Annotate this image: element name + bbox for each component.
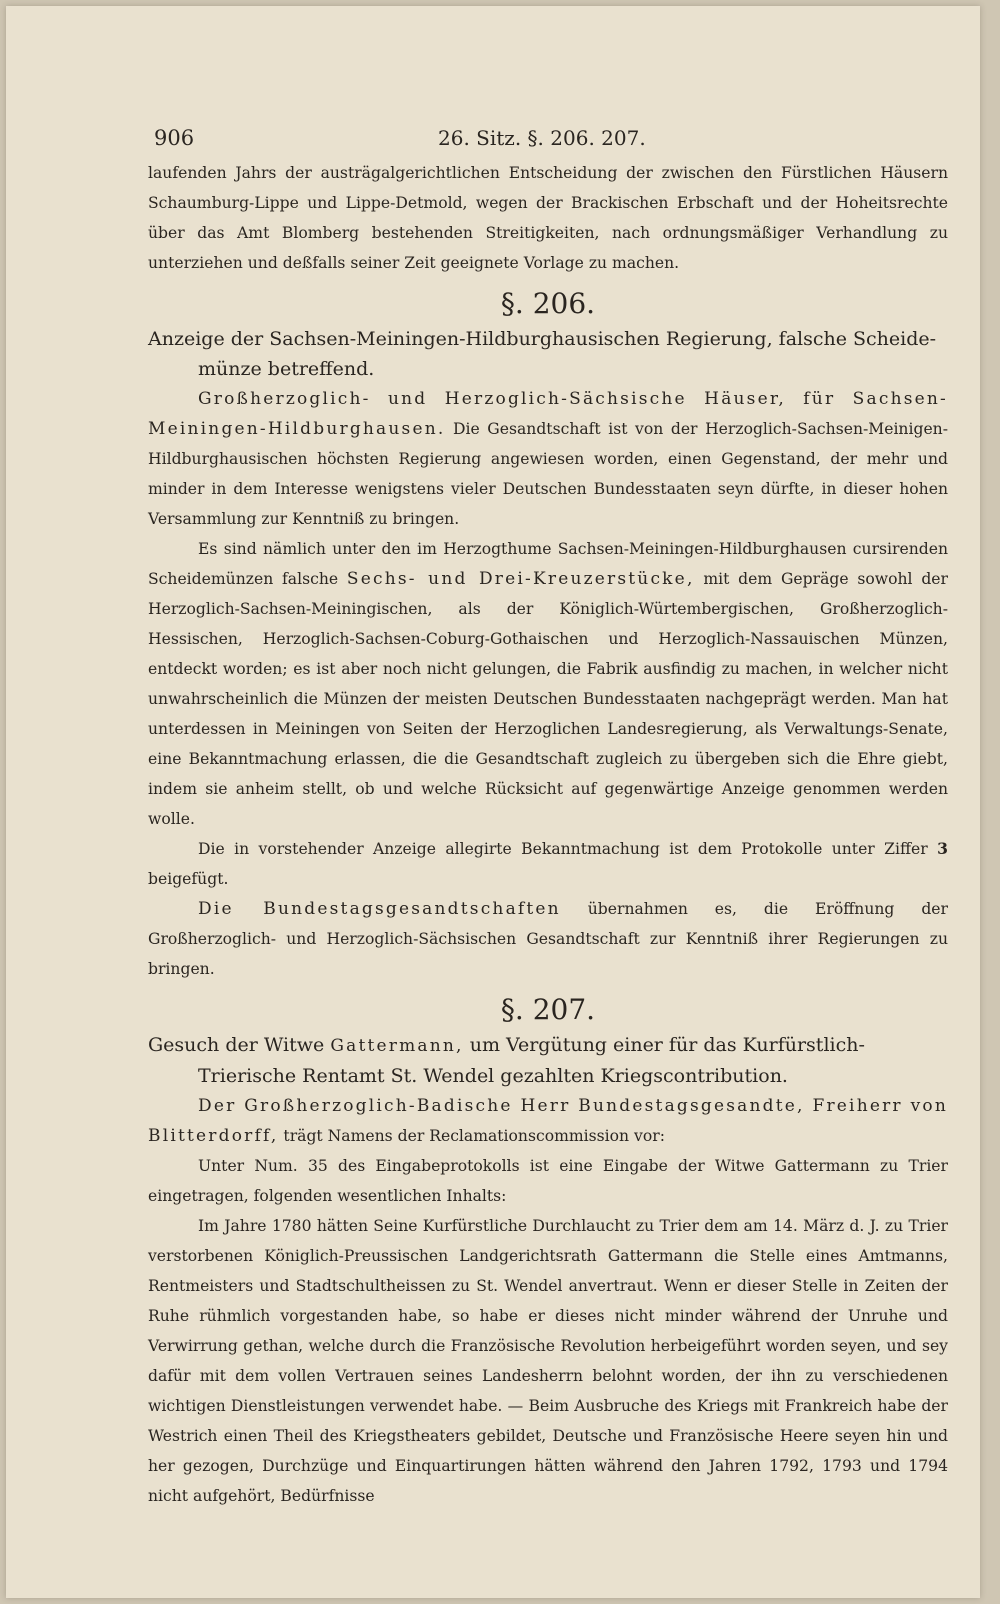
section-207-title-a: Gesuch der Witwe xyxy=(148,1034,325,1056)
section-207-title xyxy=(148,1030,948,1091)
section-207-title-name: Gattermann, xyxy=(330,1036,464,1056)
paragraph-text: Es sind nämlich unter den im Herzogthume Sachsen-Meiningen-Hildburghausen cursirenden Scheidemünzen falsche xyxy=(148,540,948,588)
spaced-addressee: Großherzoglich- und Herzoglich-Sächsische Häuser, für Sachsen-Meiningen-Hildburghausen. xyxy=(148,389,948,439)
paragraph-text: Die in vorstehender Anzeige allegirte Bekanntmachung ist dem Protokolle unter Ziffer xyxy=(198,840,928,858)
section-206-paragraph-2 xyxy=(148,534,948,834)
section-206-title xyxy=(148,324,948,384)
section-206-paragraph-1 xyxy=(148,384,948,534)
page-header xyxy=(148,122,948,158)
section-206-title-line1: Anzeige der Sachsen-Meiningen-Hildburghausischen Regierung, falsche Scheide- xyxy=(148,328,937,350)
section-207-paragraph-3: Im Jahre 1780 hätten Seine Kurfürstliche Durchlaucht zu Trier dem am 14. März d. J. zu Trier verstorbenen Königlich-Preussischen Landgerichtsrath Gattermann die Stelle eines Amtmanns, Rentmeisters und Stadtschultheissen zu St. Wendel anvertraut. Wenn er dieser Stelle in Zeiten der Ruhe rühmlich vorgestanden habe, so habe er dieses nicht minder während der Unruhe und Verwirrung gethan, welche durch die Französische Revolution herbeigeführt worden seyen, und sey dafür mit dem vollen Vertrauen seines Landesherrn belohnt worden, der ihn zu verschiedenen wichtigen Dienstleistungen verwendet habe. — Beim Ausbruche des Kriegs mit Frankreich habe der Westrich einen Theil des Kriegstheaters gebildet, Deutsche und Französische Heere seyen hin und her gezogen, Durchzüge und Einquartirungen hätten während den Jahren 1792, 1793 und 1794 nicht aufgehört, Bedürfnisse xyxy=(148,1217,948,1505)
section-207-number: §. 207. xyxy=(500,993,596,1026)
section-207-title-line2: Trierische Rentamt St. Wendel gezahlten Kriegscontribution. xyxy=(198,1065,788,1087)
page xyxy=(6,6,980,1598)
spaced-speaker: Der Großherzoglich-Badische Herr Bundestagsgesandte, Freiherr von Blitterdorff, xyxy=(148,1096,948,1146)
section-207-paragraph-2: Unter Num. 35 des Eingabeprotokolls ist eine Eingabe der Witwe Gattermann zu Trier eingetragen, folgenden wesentlichen Inhalts: xyxy=(148,1157,948,1205)
paragraph-text: mit dem Gepräge sowohl der Herzoglich-Sachsen-Meiningischen, als der Königlich-Würtembergischen, Großherzoglich-Hessischen, Herzoglich-Sachsen-Coburg-Gothaischen und Herzoglich-Nassauischen Münzen, entdeckt worden; es ist aber noch nicht gelungen, die Fabrik ausfindig zu machen, in welcher nicht unwahrscheinlich die Münzen der meisten Deutschen Bundesstaaten nachgeprägt werden. Man hat unterdessen in Meiningen von Seiten der Herzoglichen Landesregierung, als Verwaltungs-Senate, eine Bekanntmachung erlassen, die die Gesandtschaft zugleich zu übergeben sich die Ehre giebt, indem sie anheim stellt, ob und welche Rücksicht auf gegenwärtige Anzeige genommen werden wolle. xyxy=(148,570,948,828)
page-number: 906 xyxy=(154,126,195,150)
spaced-coin-names: Sechs- und Drei-Kreuzerstücke, xyxy=(346,569,695,589)
spaced-subject: Die Bundestagsgesandtschaften xyxy=(198,899,561,919)
section-207-paragraph-1 xyxy=(148,1091,948,1151)
paragraph-text: beigefügt. xyxy=(148,870,229,888)
running-title: 26. Sitz. §. 206. 207. xyxy=(438,126,646,150)
section-206-number: §. 206. xyxy=(500,287,596,320)
paragraph-text: Die Gesandtschaft ist von der Herzoglich-Sachsen-Meinigen-Hildburghausischen höchsten Regierung angewiesen worden, einen Gegenstand, der mehr und minder in dem Interesse wenigstens vieler Deutschen Bundesstaaten seyn dürfte, in dieser hohen Versammlung zur Kenntniß zu bringen. xyxy=(148,420,948,528)
page-content xyxy=(148,122,948,1511)
continuation-paragraph: laufenden Jahrs der austrägalgerichtlichen Entscheidung der zwischen den Fürstlichen Häusern Schaumburg-Lippe und Lippe-Detmold, wegen der Brackischen Erbschaft und der Hoheitsrechte über das Amt Blomberg bestehenden Streitigkeiten, nach ordnungsmäßiger Verhandlung zu unterziehen und deßfalls seiner Zeit geeignete Vorlage zu machen. xyxy=(148,164,948,272)
section-206-paragraph-3 xyxy=(148,834,948,894)
paragraph-text: übernahmen es, die Eröffnung der Großherzoglich- und Herzoglich-Sächsischen Gesandtschaft zur Kenntniß ihrer Regierungen zu bringen. xyxy=(148,900,948,978)
section-206-title-line2: münze betreffend. xyxy=(198,358,375,380)
section-207-title-b: um Vergütung einer für das Kurfürstlich- xyxy=(469,1034,865,1056)
appendix-number: 3 xyxy=(937,839,948,858)
section-206-paragraph-4 xyxy=(148,894,948,984)
paragraph-text: trägt Namens der Reclamationscommission vor: xyxy=(283,1127,665,1145)
